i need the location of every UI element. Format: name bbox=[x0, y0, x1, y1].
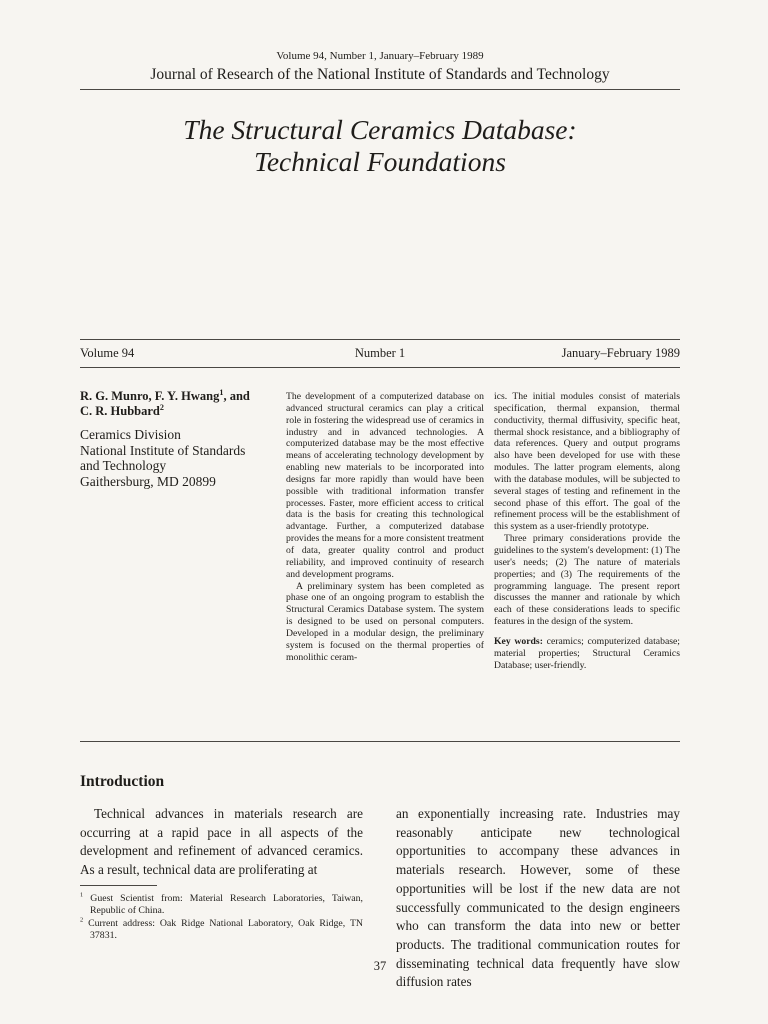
affiliation-line: Gaithersburg, MD 20899 bbox=[80, 473, 216, 489]
meta-top-rule bbox=[80, 339, 680, 340]
author-footnote-mark-2: 2 bbox=[159, 402, 164, 412]
meta-volume: Volume 94 bbox=[80, 346, 135, 360]
journal-name: Journal of Research of the National Institute of Standards and Technology bbox=[150, 66, 610, 83]
body-column-1 bbox=[80, 805, 363, 880]
abstract-paragraph-1: The development of a computerized database on advanced structural ceramics can play a critical role in fostering the widespread use of ceramics in industry and in advanced technologies. A computerized database may be the most effective means of accelerating technology development by enabling new materials to be incorporated into designs far more rapidly than would have been possible with traditional information transfer processes. Faster, more efficient access to critical data is the basis for creating this technological advantage. Further, a computerized database provides the means for a more consistent treatment of data, greater quality control and product reliability, and improved continuity of research and development programs. bbox=[286, 391, 484, 580]
footnote-1 bbox=[80, 893, 363, 918]
footnote-mark-1: 1 bbox=[80, 891, 84, 899]
section-heading-introduction: Introduction bbox=[80, 773, 165, 790]
authors-names-c: C. R. Hubbard bbox=[80, 404, 160, 418]
header-rule bbox=[80, 89, 680, 90]
abstract-column-1 bbox=[286, 391, 484, 663]
abstract-paragraph-4: Three primary considerations provide the guidelines to the system's development: (1) The user's needs; (2) The nature of materials properties; and (3) The requirements of the programming language. The present report discusses the manner and rationale by which each of these considerations leads to specific features in the design of the system. bbox=[494, 533, 680, 628]
authors-block bbox=[80, 389, 278, 419]
title-line-2: Technical Foundations bbox=[254, 146, 506, 177]
abstract-bottom-rule bbox=[80, 741, 680, 742]
affiliation-block bbox=[80, 427, 278, 489]
footnote-2-text: Current address: Oak Ridge National Laboratory, Oak Ridge, TN 37831. bbox=[83, 917, 363, 941]
keywords bbox=[494, 636, 680, 672]
footnotes bbox=[80, 893, 363, 942]
footnote-1-text: Guest Scientist from: Material Research Laboratories, Taiwan, Republic of China. bbox=[83, 893, 363, 917]
footnote-2 bbox=[80, 918, 363, 943]
title-line-1: The Structural Ceramics Database: bbox=[183, 114, 577, 145]
affiliation-line: National Institute of Standards bbox=[80, 442, 246, 458]
issue-line: Volume 94, Number 1, January–February 1989 bbox=[276, 50, 484, 62]
page-number: 37 bbox=[373, 959, 387, 973]
abstract-paragraph-2: A preliminary system has been completed as phase one of an ongoing program to establish the Structural Ceramics Database system. The system is designed to be used on personal computers. Developed in a modular design, the preliminary system is focused on the thermal properties of monolithic ceram- bbox=[286, 580, 484, 663]
body-paragraph: an exponentially increasing rate. Industries may reasonably anticipate new technological opportunities to accompany these advances in materials research. However, some of these opportunities will be lost if the new data are not successfully communicated to the design engineers who can transform the data into new or better products. The traditional communication routes for disseminating technical data frequently have slow diffusion rates bbox=[396, 806, 680, 990]
paper-title bbox=[80, 114, 680, 178]
footnote-rule bbox=[80, 885, 157, 886]
meta-bottom-rule bbox=[80, 367, 680, 368]
keywords-label: Key words: bbox=[494, 635, 543, 647]
body-paragraph: Technical advances in materials research are occurring at a rapid pace in all aspects of the development and refinement of advanced ceramics. As a result, technical data are proliferating at bbox=[80, 806, 363, 878]
affiliation-line: Ceramics Division bbox=[80, 427, 181, 442]
meta-number: Number 1 bbox=[354, 346, 406, 360]
affiliation-line: and Technology bbox=[80, 458, 167, 473]
abstract-column-2 bbox=[494, 391, 680, 671]
authors-names-a: R. G. Munro, F. Y. Hwang bbox=[80, 389, 220, 403]
authors-names-b: , and bbox=[223, 389, 250, 403]
abstract-paragraph-3: ics. The initial modules consist of materials specification, thermal expansion, thermal conductivity, thermal diffusivity, specific heat, thermal shock resistance, and a bibliography of data references. Query and output programs also have been developed for use with these modules. The latter program elements, along with the database modules, will be subjected to several stages of testing and refinement in the second phase of this effort. The goal of the refinement process will be the establishment of this system as a user-friendly prototype. bbox=[494, 391, 680, 533]
footnote-mark-2: 2 bbox=[80, 916, 84, 924]
author-footnote-mark-1: 1 bbox=[219, 387, 224, 397]
meta-date: January–February 1989 bbox=[561, 346, 680, 360]
keywords-list: ceramics; computerized database; material properties; Structural Ceramics Database; user-friendly. bbox=[494, 635, 681, 671]
